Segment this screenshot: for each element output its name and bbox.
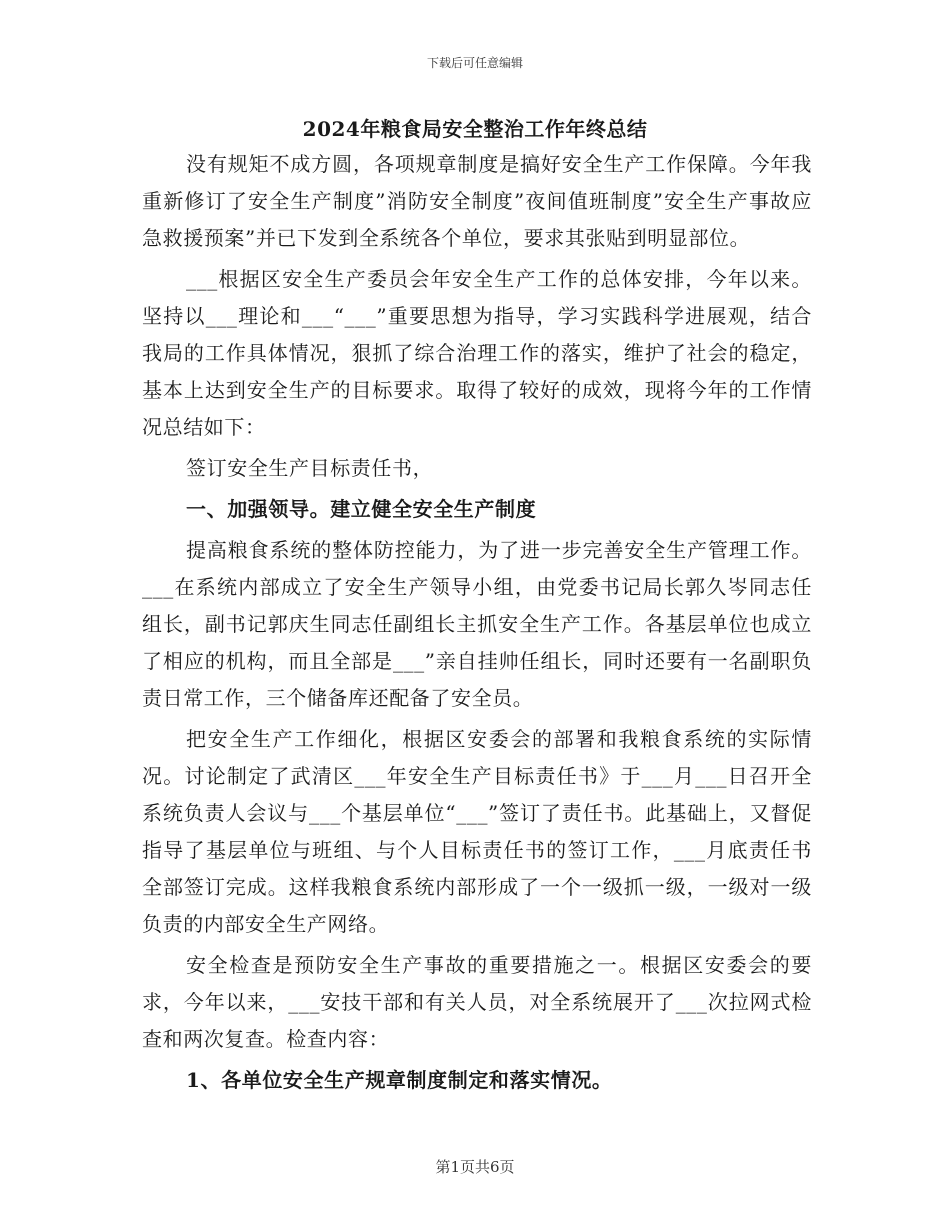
paragraph-intro: 没有规矩不成方圆，各项规章制度是搞好安全生产工作保障。今年我重新修订了安全生产制度”消防安全制度”夜间值班制度”安全生产事故应急救援预案”并已下发到全系统各个单位，要求其张贴到明显部位。 <box>142 152 812 250</box>
paragraph-leadership: 提高粮食系统的整体防控能力，为了进一步完善安全生产管理工作。___在系统内部成立了安全生产领导小组，由党委书记局长郭久岑同志任组长，副书记郭庆生同志任副组长主抓安全生产工作。各基层单位也成立了相应的机构，而且全部是___”亲自挂帅任组长，同时还要有一名副职负责日常工作，三个储备库还配备了安全员。 <box>142 538 812 710</box>
list-item-heading-1: 1、各单位安全生产规章制度制定和落实情况。 <box>186 1068 613 1092</box>
document-body <box>142 146 812 1103</box>
paragraph-overview: ___根据区安全生产委员会年安全生产工作的总体安排，今年以来。坚持以___理论和___“___”重要思想为指导，学习实践科学进展观，结合我局的工作具体情况，狠抓了综合治理工作的落实，维护了社会的稳定，基本上达到安全生产的目标要求。取得了较好的成效，现将今年的工作情况总结如下： <box>142 267 812 439</box>
paragraph-inspection: 安全检查是预防安全生产事故的重要措施之一。根据区安委会的要求，今年以来，___安技干部和有关人员，对全系统展开了___次拉网式检查和两次复查。检查内容： <box>142 953 812 1051</box>
section-heading-1: 一、加强领导。建立健全安全生产制度 <box>186 497 537 521</box>
paragraph-refinement: 把安全生产工作细化，根据区安委会的部署和我粮食系统的实际情况。讨论制定了武清区___年安全生产目标责任书》于___月___日召开全系统负责人会议与___个基层单位“___”签订了责任书。此基础上，又督促指导了基层单位与班组、与个人目标责任书的签订工作，___月底责任书全部签订完成。这样我粮食系统内部形成了一个一级抓一级，一级对一级负责的内部安全生产网络。 <box>142 727 812 936</box>
paragraph-sign-responsibility: 签订安全生产目标责任书， <box>186 456 434 480</box>
document-title: 2024年粮食局安全整治工作年终总结 <box>302 117 648 141</box>
page-number: 第1页共6页 <box>435 1158 515 1176</box>
header-note: 下载后可任意编辑 <box>426 56 523 70</box>
